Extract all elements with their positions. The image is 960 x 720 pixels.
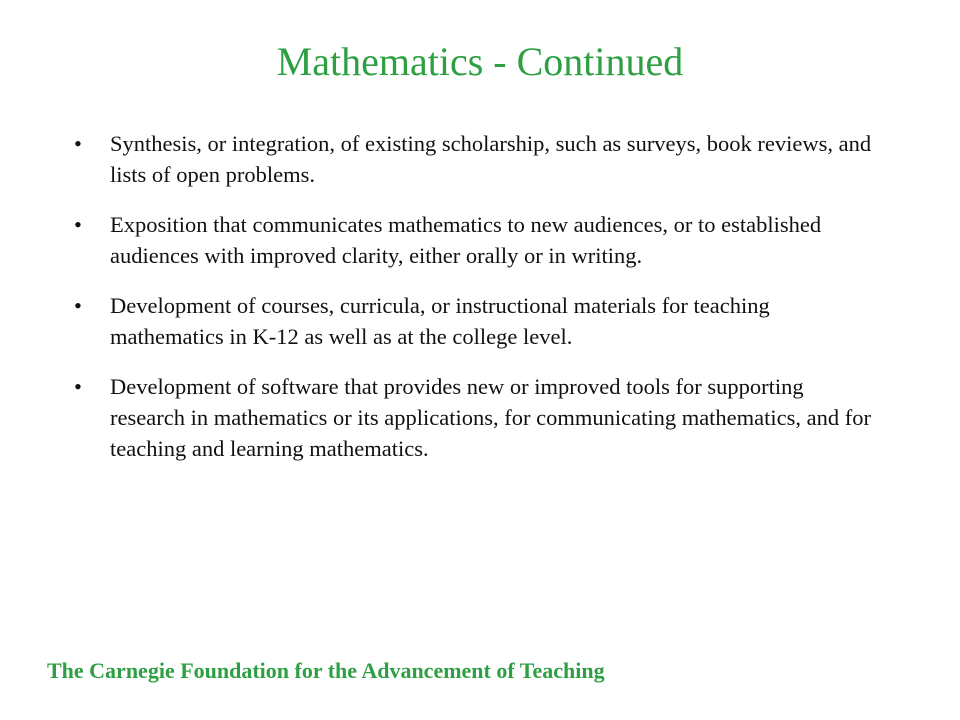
bullet-marker: •: [74, 293, 82, 318]
bullet-text: Development of courses, curricula, or instructional materials for teaching mathematics in K-12 as well as at the college level.: [110, 293, 770, 349]
bullet-item: [74, 371, 884, 464]
footer-organization: The Carnegie Foundation for the Advancement of Teaching: [47, 658, 605, 683]
bullet-item: [74, 290, 884, 352]
bullet-text: Development of software that provides new or improved tools for supporting research in mathematics or its applications, for communicating mathematics, and for teaching and learning mathematics.: [110, 374, 872, 461]
bullet-text: Synthesis, or integration, of existing scholarship, such as surveys, book reviews, and lists of open problems.: [110, 131, 872, 187]
bullet-marker: •: [74, 374, 82, 399]
bullet-list: [74, 128, 884, 483]
bullet-item: [74, 128, 884, 190]
bullet-item: [74, 209, 884, 271]
bullet-text: Exposition that communicates mathematics to new audiences, or to established audiences with improved clarity, either orally or in writing.: [110, 212, 822, 268]
slide-title: Mathematics - Continued: [276, 39, 684, 84]
bullet-marker: •: [74, 131, 82, 156]
bullet-marker: •: [74, 212, 82, 237]
